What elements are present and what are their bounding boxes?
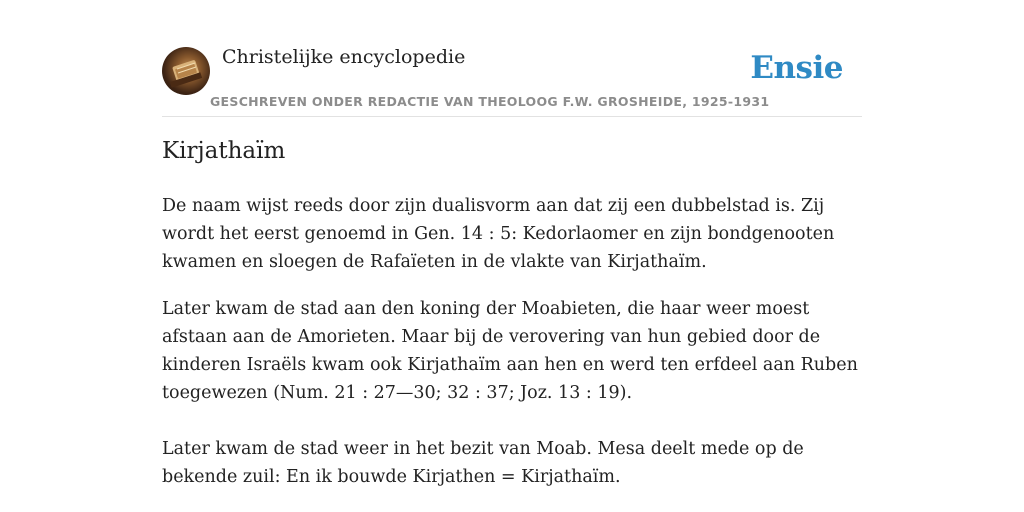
source-header — [162, 44, 862, 117]
article-paragraph: Later kwam de stad aan den koning der Moabieten, die haar weer moest afstaan aan de Amorieten. Maar bij de verovering van hun gebied door de kinderen Israëls kwam ook Kirjathaïm aan hen en werd ten erfdeel aan Ruben toegewezen (Num. 21 : 27—30; 32 : 37; Joz. 13 : 19). — [162, 299, 858, 403]
article-paragraph: De naam wijst reeds door zijn dualisvorm aan dat zij een dubbelstad is. Zij wordt het eerst genoemd in Gen. 14 : 5: Kedorlaomer en zijn bondgenooten kwamen en sloegen de Rafaïeten in de vlakte van Kirjathaïm. — [162, 196, 835, 272]
article-paragraph: Later kwam de stad weer in het bezit van Moab. Mesa deelt mede op de bekende zuil: En ik bouwde Kirjathen = Kirjathaïm. — [162, 439, 804, 487]
source-subtitle: GESCHREVEN ONDER REDACTIE VAN THEOLOOG F.W. GROSHEIDE, 1925-1931 — [210, 94, 770, 109]
brand-logo[interactable]: Ensie — [750, 50, 843, 86]
article-title: Kirjathaïm — [162, 138, 286, 164]
source-avatar-icon[interactable] — [162, 47, 210, 95]
source-title[interactable]: Christelijke encyclopedie — [222, 46, 466, 68]
